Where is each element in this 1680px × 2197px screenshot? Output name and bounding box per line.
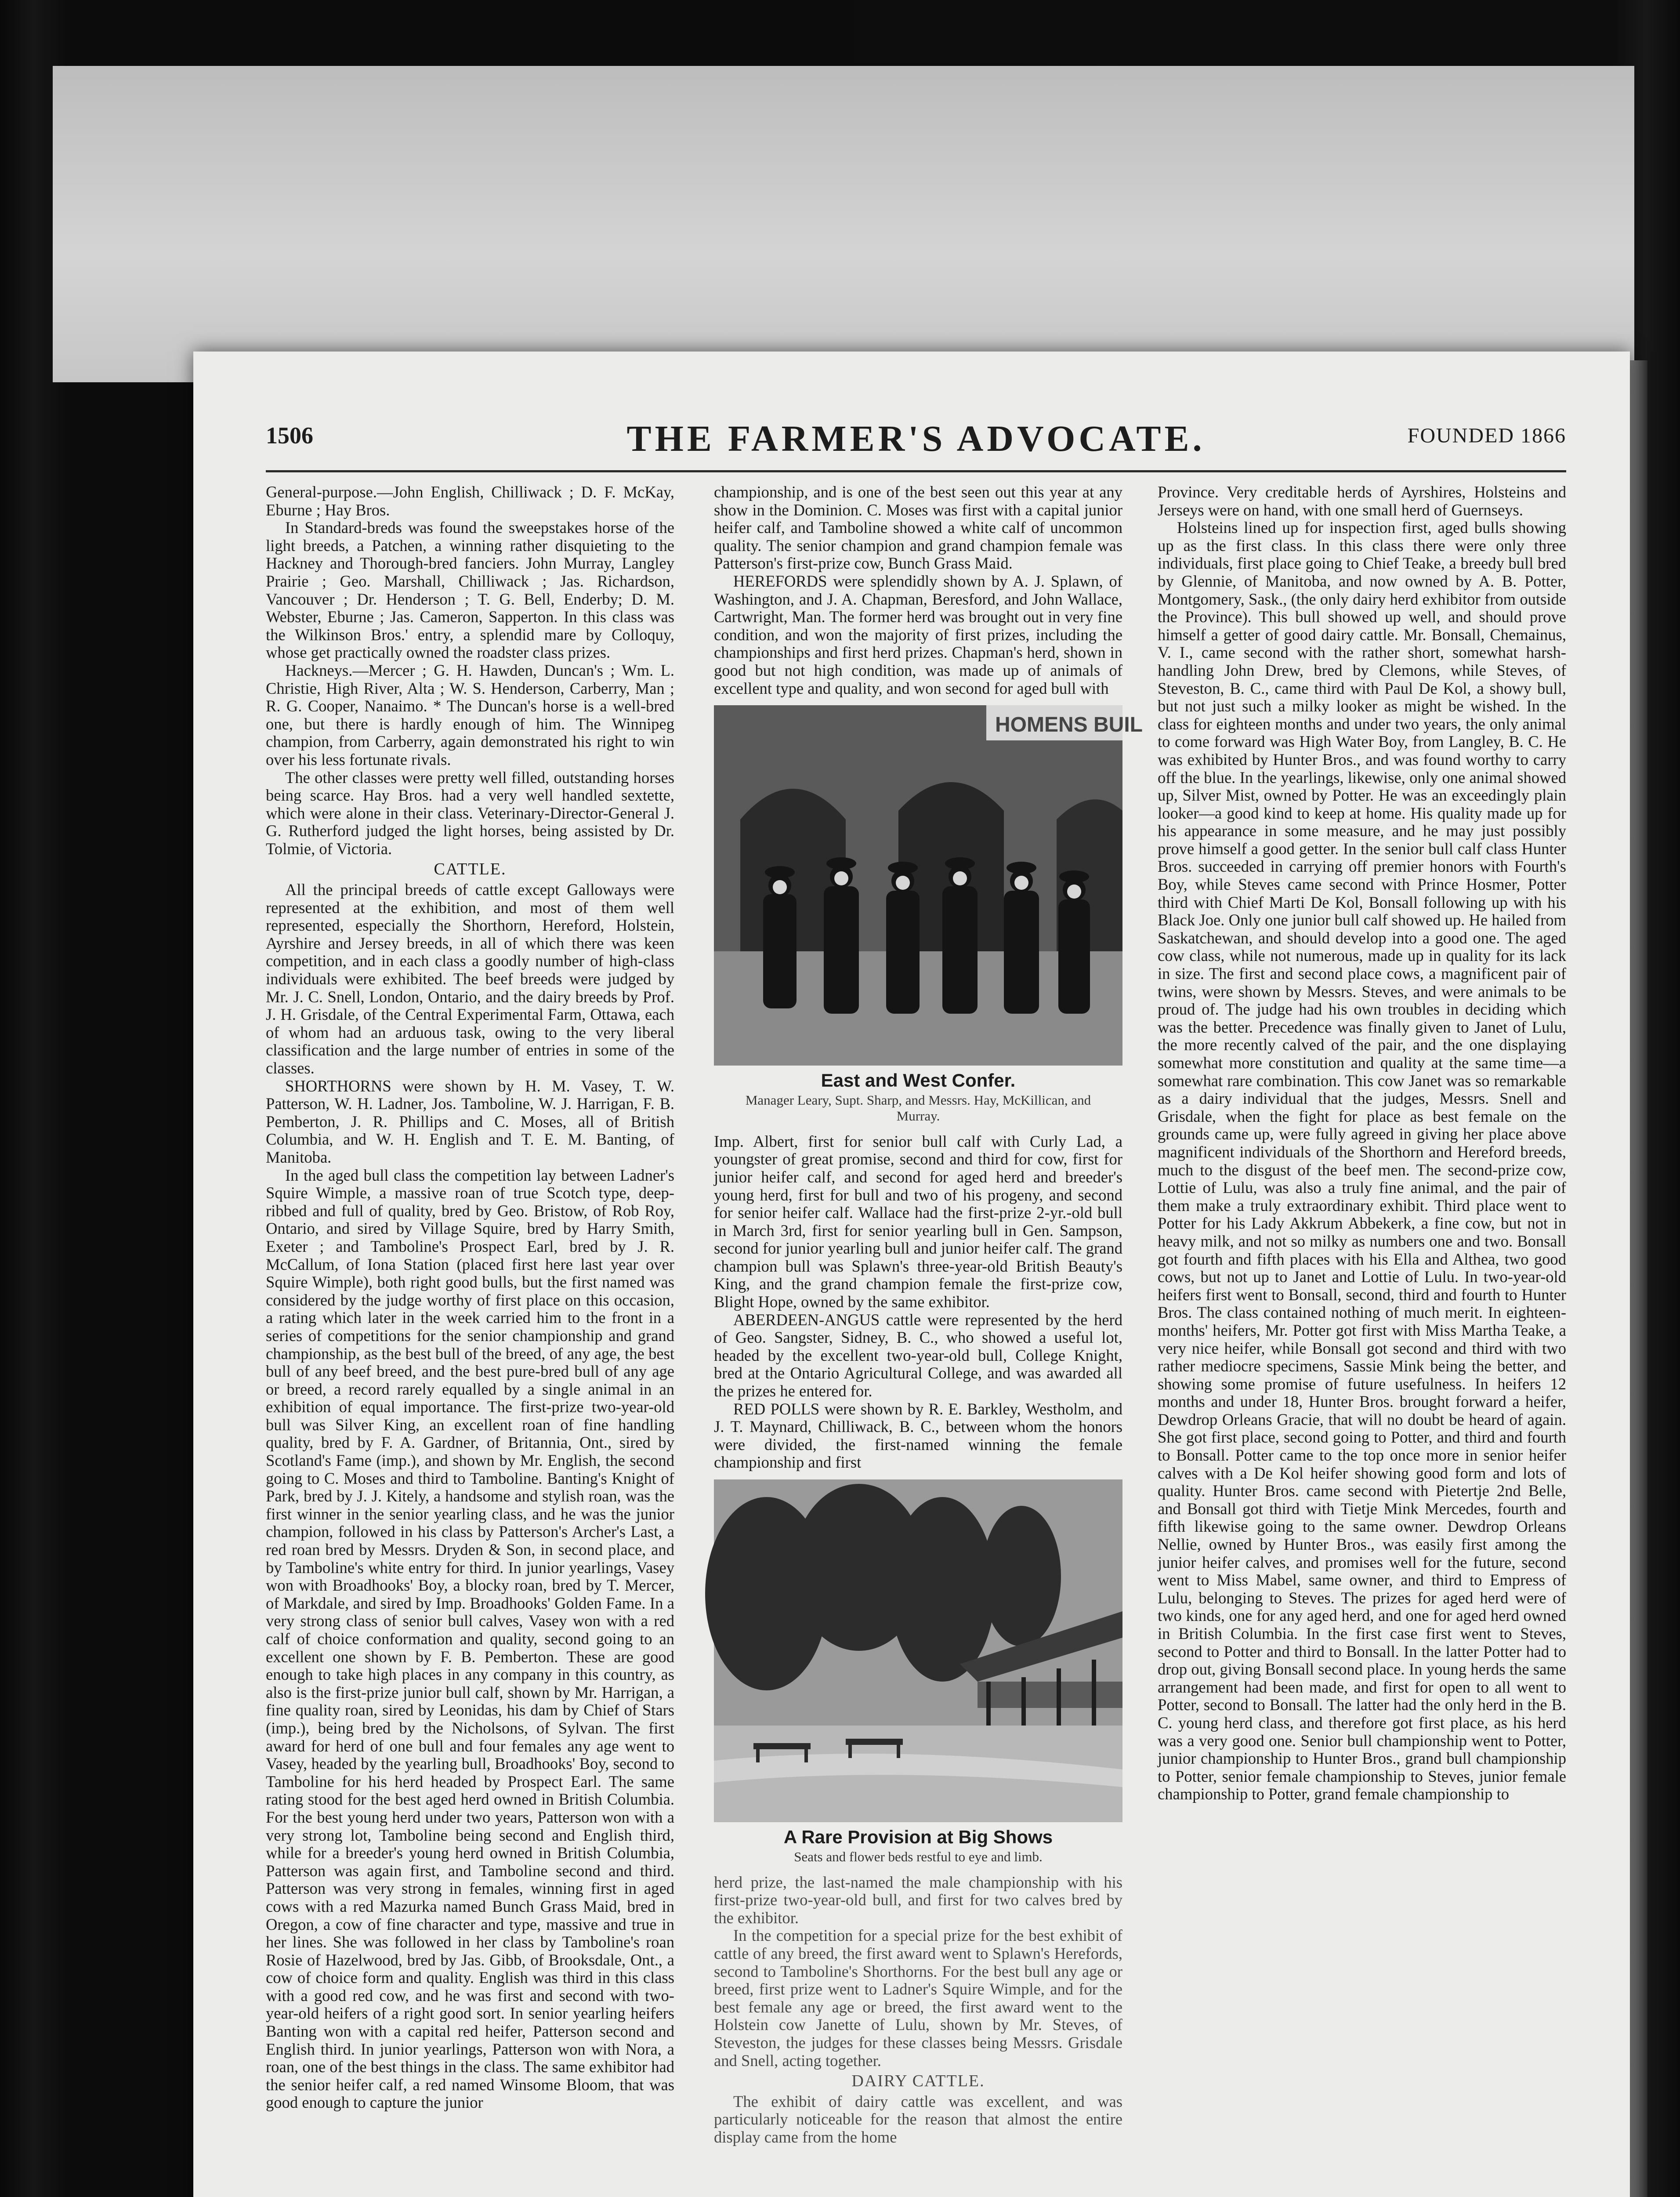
paragraph: Holsteins lined up for inspection first, aged bulls showing up as the first class. In this class there were only three individuals, first place going to Chief Teake, a breedy bull bred by Glennie, of Manitoba, and now owned by A. B. Potter, Montgomery, Sask., (the only dairy herd exhibitor from outside the Province). This bull showed up well, and should prove himself a getter of good dairy cattle. Mr. Bonsall, Chemainus, V. I., came second with the rather short, somewhat harsh-handling John Drew, bred by Clemons, while Steves, of Steveston, B. C., came third with Paul De Kol, a showy bull, but not just such a milky looker as might be wished. In the class for eighteen months and under two years, the only animal to come forward was High Water Boy, from Langley, B. C. He was exhibited by Hunter Bros., and was found worthy to carry off the blue. In the yearlings, likewise, only one animal showed up, Silver Mist, owned by Potter. He was an exceedingly plain looker—a good kind to keep at home. His quality made up for his appearance in some measure, and he may just possibly prove himself a good getter. In the senior bull calf class Hunter Bros. succeeded in carrying off premier honors with Fourth's Boy, while Steves came second with Prince Hosmer, Potter third with Chief Marti De Kol, Bonsall following up with his Black Joe. Only one junior bull calf showed up. He hailed from Saskatchewan, and should develop into a good one. The aged cow class, while not numerous, made up in quality for its lack in size. The first and second place cows, a magnificent pair of twins, were shown by Messrs. Steves, and were animals to be proud of. The judge had his own troubles in deciding which was the better. Precedence was finally given to Janet of Lulu, the more recently calved of the pair, and the one displaying somewhat more constitution and quality at the same time—a somewhat rare combination. This cow Janet was so remarkable as a dairy individual that the judges, Messrs. Snell and Grisdale, when the fight for place as best female on the grounds came up, were fully agreed in giving her place above magnificent individuals of the Shorthorn and Hereford breeds, much to the disgust of the beef men. The second-prize cow, Lottie of Lulu, was also a truly fine animal, and the pair of them make a truly extraordinary exhibit. Third place went to Potter for his Lady Akkrum Abbekerk, a fine cow, but not in heavy milk, and not so milky as numbers one and two. Bonsall got fourth and fifth places with his Ella and Althea, two good cows, but not up to Janet and Lottie of Lulu. In two-year-old heifers first went to Bonsall, second, third and fourth to Hunter Bros. The class contained nothing of much merit. In eighteen-months' heifers, Mr. Potter got first with Miss Martha Teake, a very nice heifer, while Bonsall got second and third with two rather mediocre specimens, Sassie Mink being the better, and showing some promise of future usefulness. In heifers 12 months and under 18, Hunter Bros. brought forward a heifer, Dewdrop Orleans Gracie, that will no doubt be heard of again. She got first place, second going to Potter, and third and fourth to Bonsall. Potter came to the top once more in senior heifer calves with a De Kol heifer showing good form and lots of quality. Hunter Bros. came second with Pietertje 2nd Belle, and Bonsall got third with Tietje Mink Mercedes, fourth and fifth likewise going to the same owner. Dewdrop Orleans Nellie, owned by Hunter Bros., was easily first among the junior heifer calves, and promises well for the future, second went to Miss Mabel, same owner, and third to Empress of Lulu, belonging to Steves. The prizes for aged herd were of two kinds, one for any aged herd, and one for aged herd owned in British Columbia. In the first case first went to Steves, second to Potter and third to Bonsall. In the latter Potter had to drop out, giving Bonsall second place. In young herds the same arrangement had been made, and first for open to all went to Potter, second to Bonsall. The latter had the only herd in the B. C. young herd class, and therefore got first place, as his herd was a very good one. Senior bull championship went to Potter, junior championship to Hunter Bros., grand bull championship to Potter, senior female championship to Steves, junior female championship to Potter, grand female championship to [1158,518,1566,1803]
page-header [266,417,1566,472]
building-sign: HOMENS BUIL [995,713,1143,737]
photo-east-west-confer [714,705,1143,1124]
photo-rare-provision [714,1479,1122,1865]
paragraph: SHORTHORNS were shown by H. M. Vasey, T. W. Patterson, W. H. Ladner, Jos. Tamboline, W. J. Harrigan, F. B. Pemberton, J. R. Phillips and C. Moses, all of British Columbia, and W. H. English and T. E. M. Banting, of Manitoba. [266,1077,674,1166]
founded-label: FOUNDED 1866 [1407,424,1566,447]
column-3 [1158,483,1566,2197]
paragraph: In the competition for a special prize for the best exhibit of cattle of any breed, the first award went to Splawn's Herefords, second to Tamboline's Shorthorns. For the best bull any age or breed, first prize went to Ladner's Squire Wimple, and for the best female any age or breed, the first award went to the Holstein cow Janette of Lulu, shown by Mr. Steves, of Steveston, the judges for these classes being Messrs. Grisdale and Snell, acting together. [714,1926,1122,2070]
section-heading-dairy-cattle: DAIRY CATTLE. [851,2072,985,2091]
paragraph: In Standard-breds was found the sweepstakes horse of the light breeds, a Patchen, a winning rather disquieting to the Hackney and Thorough-bred fanciers. John Murray, Langley Prairie ; Geo. Marshall, Chilliwack ; Jas. Richardson, Vancouver ; Dr. Henderson ; T. G. Bell, Enderby; D. M. Webster, Eburne ; Jas. Cameron, Sapperton. In this class was the Wilkinson Bros.' entry, a splendid mare by Colloquy, whose get practically owned the roadster class prizes. [266,518,674,662]
column-2 [714,483,1143,2197]
photo-caption: A Rare Provision at Big Shows [783,1827,1053,1847]
paragraph: All the principal breeds of cattle except Galloways were represented at the exhibition, and most of them well represented, especially the Shorthorn, Hereford, Holstein, Ayrshire and Jersey breeds, in all of which there was keen competition, and in each class a goodly number of high-class individuals were exhibited. The beef breeds were judged by Mr. J. C. Snell, London, Ontario, and the dairy breeds by Prof. J. H. Grisdale, of the Central Experimental Farm, Ottawa, each of whom had an arduous task, owing to the very liberal classification and the large number of entries in some of the classes. [266,881,674,1077]
page-number: 1506 [266,422,313,449]
group-portrait-image [714,705,1143,1066]
paragraph: Province. Very creditable herds of Ayrshires, Holsteins and Jerseys were on hand, with one small herd of Guernseys. [1158,483,1566,519]
photo-subcaption: Manager Leary, Supt. Sharp, and Messrs. Hay, McKillican, and Murray. [745,1092,1091,1124]
paragraph: Imp. Albert, first for senior bull calf with Curly Lad, a youngster of great promise, second and third for cow, first for junior heifer calf, and second for aged herd and breeder's young herd, first for bull and two of his progeny, and second for senior heifer calf. Wallace had the first-prize 2-yr.-old bull in March 3rd, first for senior yearling bull in Gen. Sampson, second for junior yearling bull and junior heifer calf. The grand champion bull was Splawn's three-year-old British Beauty's King, and the grand champion female the first-prize cow, Blight Hope, owned by the same exhibitor. [714,1132,1122,1311]
newspaper-page [193,352,1630,2197]
masthead-title: THE FARMER'S ADVOCATE. [626,418,1206,459]
paragraph: The other classes were pretty well filled, outstanding horses being scarce. Hay Bros. had a very well handled sextette, which were alone in their class. Veterinary-Director-General J. G. Rutherford judged the light horses, being assisted by Dr. Tolmie, of Victoria. [266,768,674,858]
paragraph: HEREFORDS were splendidly shown by A. J. Splawn, of Washington, and J. A. Chapman, Beresford, and John Wallace, Cartwright, Man. The former herd was brought out in very fine condition, and won the majority of first prizes, including the championships and first herd prizes. Chapman's herd, shown in good but not high condition, was made up of animals of excellent type and quality, and won second for aged bull with [714,572,1122,697]
paragraph: Hackneys.—Mercer ; G. H. Hawden, Duncan's ; Wm. L. Christie, High River, Alta ; W. S. Henderson, Carberry, Man ; R. G. Cooper, Nanaimo. * The Duncan's horse is a well-bred one, but there is hardly enough of him. The Winnipeg champion, from Carberry, again demonstrated his right to win over his less fortunate rivals. [266,661,674,769]
photo-caption: East and West Confer. [821,1070,1016,1091]
paragraph: championship, and is one of the best seen out this year at any show in the Dominion. C. Moses was first with a capital junior heifer calf, and Tamboline showed a white calf of uncommon quality. The senior champion and grand champion female was Patterson's first-prize cow, Bunch Grass Maid. [714,483,1122,573]
page-binding-edge [1630,360,1647,2197]
paragraph: herd prize, the last-named the male championship with his first-prize two-year-old bull, and first for two calves bred by the exhibitor. [714,1873,1122,1927]
paragraph: RED POLLS were shown by R. E. Barkley, Westholm, and J. T. Maynard, Chilliwack, B. C., between whom the honors were divided, the first-named winning the female championship and first [714,1399,1122,1472]
section-heading-cattle: CATTLE. [434,860,507,879]
paragraph: ABERDEEN-ANGUS cattle were represented by the herd of Geo. Sangster, Sidney, B. C., who showed a useful lot, headed by the excellent two-year-old bull, College Knight, bred at the Ontario Agricultural College, and was awarded all the prizes he entered for. [714,1310,1122,1400]
column-1 [266,483,674,2197]
paragraph: General-purpose.—John English, Chilliwack ; D. F. McKay, Eburne ; Hay Bros. [266,483,674,519]
paragraph: The exhibit of dairy cattle was excellent, and was particularly noticeable for the reason that almost the entire display came from the home [714,2092,1122,2146]
photo-subcaption: Seats and flower beds restful to eye and limb. [794,1849,1043,1864]
previous-page-edge [53,66,1634,382]
paragraph: In the aged bull class the competition lay between Ladner's Squire Wimple, a massive roan of true Scotch type, deep-ribbed and full of quality, bred by Geo. Bristow, of Rob Roy, Ontario, and sired by Village Squire, bred by Harry Smith, Exeter ; and Tamboline's Prospect Earl, bred by J. R. McCallum, of Iona Station (placed first here last year over Squire Wimple), both right good bulls, but the first named was considered by the judge worthy of first place on this occasion, a rating which later in the week carried him to the front in a series of competitions for the senior championship and grand championship, as the best bull of the breed, of any age, the best bull of any beef breed, and the best pure-bred bull of any age or breed, a record rarely equalled by a single animal in an exhibition of equal importance. The first-prize two-year-old bull was Silver King, an excellent roan of fine handling quality, bred by F. A. Gardner, of Britannia, Ont., sired by Scotland's Fame (imp.), and shown by Mr. English, the second going to C. Moses and third to Tamboline. Banting's Knight of Park, bred by J. J. Kitely, a handsome and stylish roan, was the first winner in the senior yearling class, and he was the junior champion, followed in his class by Patterson's Archer's Last, a red roan bred by Messrs. Dryden & Son, in second place, and by Tamboline's white entry for third. In junior yearlings, Vasey won with Broadhooks' Boy, a blocky roan, bred by T. Mercer, of Markdale, and sired by Imp. Broadhooks' Golden Fame. In a very strong class of senior bull calves, Vasey won with a red calf of choice conformation and quality, second going to an excellent one shown by F. B. Pemberton. These are good enough to take high places in any company in this country, as also is the first-prize junior bull calf, shown by Mr. Harrigan, a fine quality roan, sired by Leonidas, his dam by Chief of Stars (imp.), being bred by the Nicholsons, of Sylvan. The first award for herd of one bull and four females any age went to Vasey, headed by the yearling bull, Broadhooks' Boy, second to Tamboline for his herd headed by Prospect Earl. The same rating stood for the best aged herd owned in British Columbia. For the best young herd under two years, Patterson won with a very strong lot, Tamboline being second and English third, while for a breeder's young herd owned in British Columbia, Patterson was again first, and Tamboline second and third. Patterson was very strong in females, winning first in aged cows with a red Mazurka named Bunch Grass Maid, bred in Oregon, a cow of fine character and type, massive and true in her lines. She was followed in her class by Tamboline's roan Rosie of Hazelwood, bred by Jas. Gibb, of Brooksdale, Ont., a cow of choice form and quality. English was third in this class with a good red cow, and he was first and second with two-year-old heifers of a right good sort. In senior yearling heifers Banting won with a capital red heifer, Patterson second and English third. In junior yearlings, Patterson won with Nora, a roan, one of the best things in the class. The same exhibitor had the senior heifer calf, a red named Winsome Bloom, that was good enough to capture the junior [266,1166,674,2112]
grounds-scene-image [714,1479,1122,1822]
